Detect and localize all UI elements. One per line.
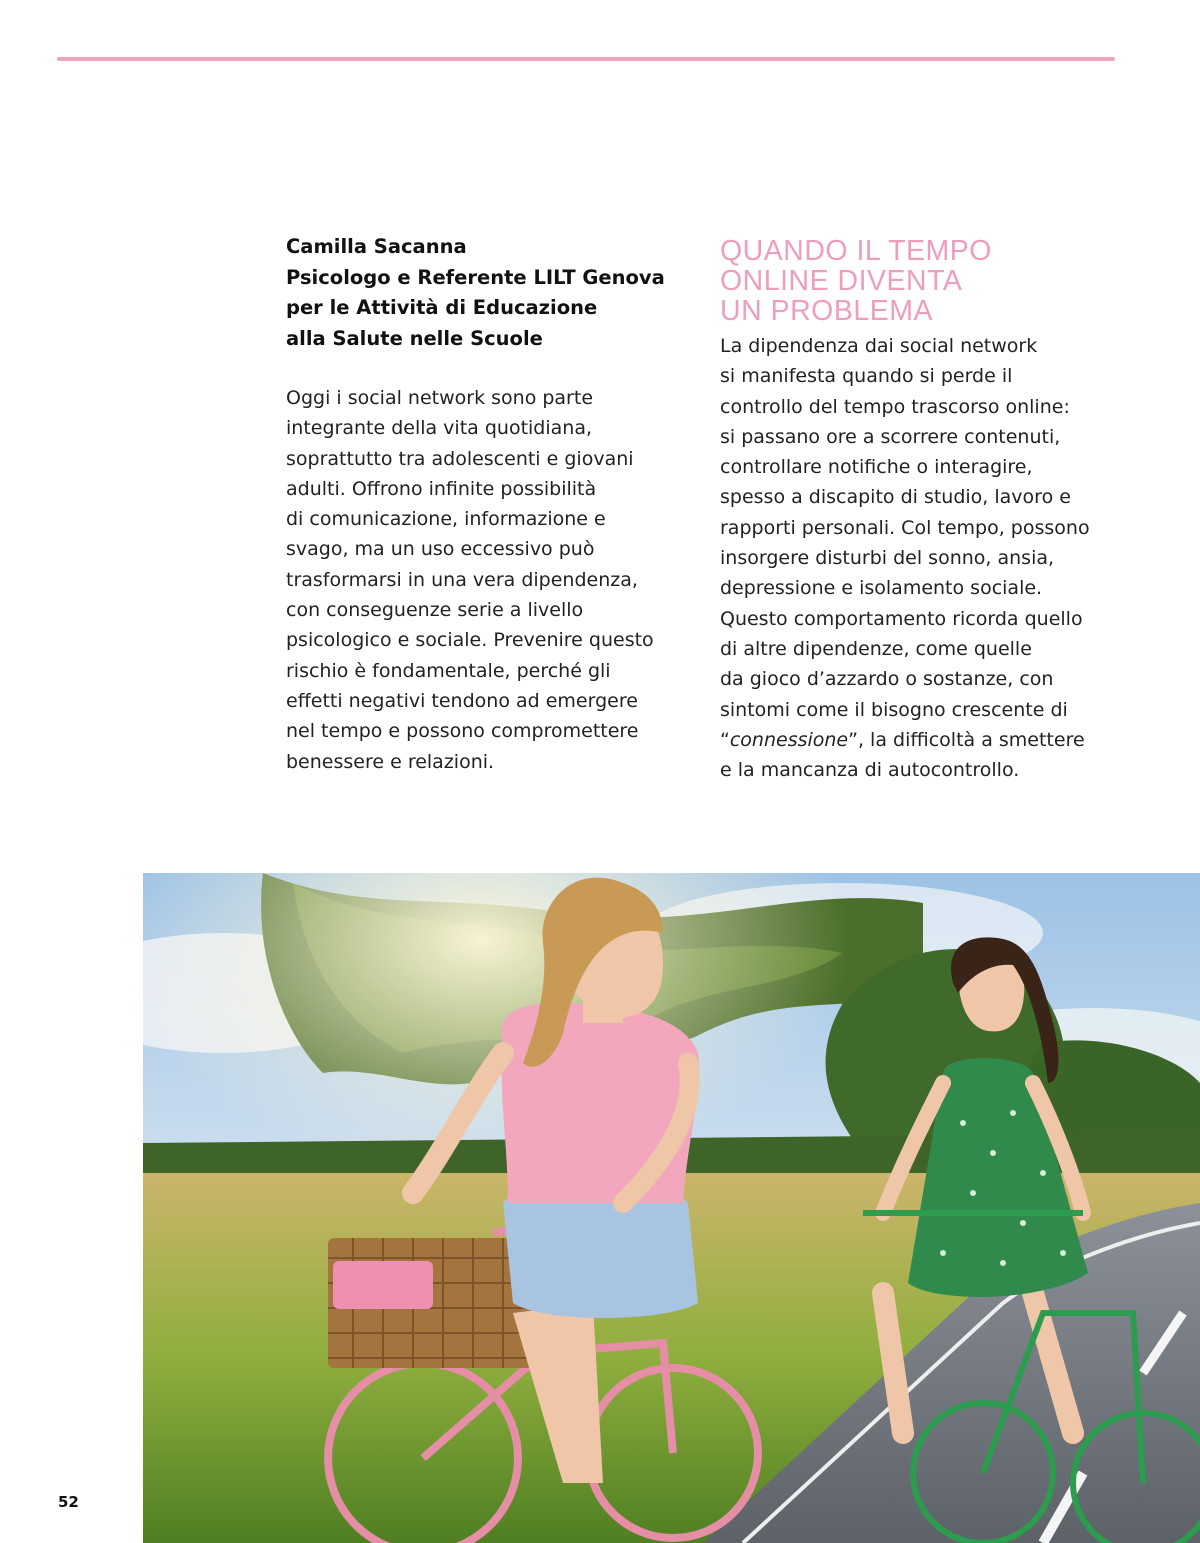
text-line: psicologico e sociale. Prevenire questo (286, 629, 654, 652)
text-line: sintomi come il bisogno crescente di (720, 698, 1068, 721)
text-line: da gioco d’azzardo o sostanze, con (720, 668, 1054, 691)
text-line: di altre dipendenze, come quelle (720, 637, 1032, 660)
text-line: con conseguenze serie a livello (286, 599, 584, 622)
text-line: di comunicazione, informazione e (286, 508, 606, 531)
text-line (720, 725, 1140, 755)
text-line: La dipendenza dai social network (720, 335, 1038, 357)
text-line: Questo comportamento ricorda quello (720, 607, 1083, 630)
author-block (286, 232, 686, 354)
heading-line: QUANDO IL TEMPO (720, 235, 992, 267)
author-role-line: alla Salute nelle Scuole (286, 326, 543, 350)
cyclists-photo (143, 873, 1200, 1543)
author-name: Camilla Sacanna (286, 235, 467, 258)
page-number: 52 (58, 1493, 79, 1511)
text-line: trasformarsi in una vera dipendenza, (286, 568, 638, 591)
heading-line: ONLINE DIVENTA (720, 265, 963, 297)
section-heading (720, 236, 1140, 326)
author-role-line: per le Attività di Educazione (286, 296, 598, 319)
text-line: si manifesta quando si perde il (720, 365, 1013, 388)
text-line: effetti negativi tendono ad emergere (286, 689, 638, 712)
top-divider (57, 57, 1115, 61)
text-line: integrante della vita quotidiana, (286, 417, 593, 440)
text-line: spesso a discapito di studio, lavoro e (720, 486, 1071, 509)
text-line: controllo del tempo trascorso online: (720, 395, 1070, 418)
text-line: Oggi i social network sono parte (286, 387, 594, 409)
heading-line: UN PROBLEMA (720, 295, 933, 327)
text-line: rapporti personali. Col tempo, possono (720, 516, 1090, 539)
text-line: adulti. Offrono infinite possibilità (286, 477, 597, 500)
quote-rest: ”, la difficoltà a smettere (848, 728, 1085, 751)
quote-open: “ (720, 728, 730, 751)
text-line: nel tempo e possono compromettere (286, 720, 639, 743)
text-line: benessere e relazioni. (286, 750, 495, 773)
author-role-line: Psicologo e Referente LILT Genova (286, 265, 665, 289)
text-line: si passano ore a scorrere contenuti, (720, 425, 1061, 448)
text-line: controllare notifiche o interagire, (720, 456, 1033, 479)
text-line: svago, ma un uso eccessivo può (286, 538, 595, 561)
quoted-word: connessione (729, 728, 849, 751)
text-line: rischio è fondamentale, perché gli (286, 659, 611, 682)
text-line: e la mancanza di autocontrollo. (720, 759, 1020, 782)
text-line: insorgere disturbi del sonno, ansia, (720, 547, 1055, 570)
text-line: depressione e isolamento sociale. (720, 577, 1043, 600)
text-line: soprattutto tra adolescenti e giovani (286, 447, 634, 470)
section-paragraph (720, 331, 1140, 785)
intro-paragraph (286, 383, 696, 777)
